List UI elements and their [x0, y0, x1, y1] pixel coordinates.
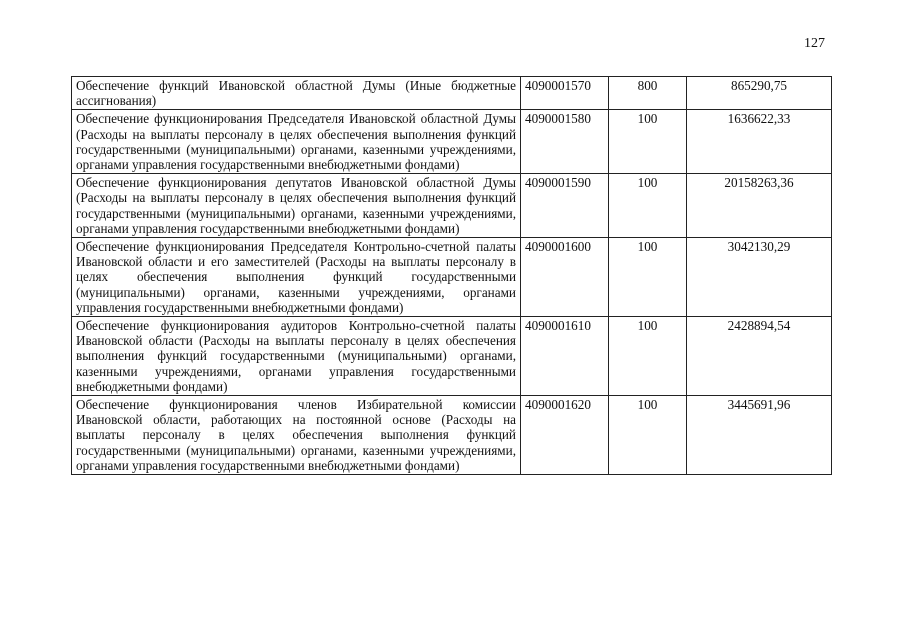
row-expense-kind: 100: [609, 110, 687, 174]
row-description: Обеспечение функционирования Председателя Ивановской областной Думы (Расходы на выплаты персоналу в целях обеспечения выполнения функций государственными (муниципальными) органами, казенными учреждениями, органами управления государственными внебюджетными фондами): [72, 110, 521, 174]
row-description: Обеспечение функционирования Председателя Контрольно-счетной палаты Ивановской области и его заместителей (Расходы на выплаты персоналу в целях обеспечения выполнения функций государственными (муниципальными) органами, казенными учреждениями, органами управления государственными внебюджетными фондами): [72, 238, 521, 317]
row-description: Обеспечение функционирования членов Избирательной комиссии Ивановской области, работающих на постоянной основе (Расходы на выплаты персоналу в целях обеспечения выполнения функций государственными (муниципальными) органами, казенными учреждениями, органами управления государственными внебюджетными фондами): [72, 396, 521, 475]
row-amount: 3445691,96: [687, 396, 832, 475]
row-target-code: 4090001610: [521, 317, 609, 396]
row-description: Обеспечение функционирования аудиторов Контрольно-счетной палаты Ивановской области (Расходы на выплаты персоналу в целях обеспечения выполнения функций государственными (муниципальными) органами, казенными учреждениями, органами управления государственными внебюджетными фондами): [72, 317, 521, 396]
row-amount: 20158263,36: [687, 174, 832, 238]
table-row: [72, 110, 832, 174]
row-expense-kind: 100: [609, 174, 687, 238]
row-amount: 1636622,33: [687, 110, 832, 174]
row-expense-kind: 100: [609, 396, 687, 475]
table-row: [72, 77, 832, 110]
row-target-code: 4090001580: [521, 110, 609, 174]
table-row: [72, 396, 832, 475]
row-expense-kind: 100: [609, 317, 687, 396]
row-target-code: 4090001600: [521, 238, 609, 317]
table-row: [72, 174, 832, 238]
row-amount: 2428894,54: [687, 317, 832, 396]
budget-table: [71, 76, 832, 475]
page-number: 127: [804, 36, 825, 51]
row-description: Обеспечение функционирования депутатов Ивановской областной Думы (Расходы на выплаты персоналу в целях обеспечения выполнения функций государственными (муниципальными) органами, казенными учреждениями, органами управления государственными внебюджетными фондами): [72, 174, 521, 238]
table-row: [72, 238, 832, 317]
row-target-code: 4090001570: [521, 77, 609, 110]
row-expense-kind: 100: [609, 238, 687, 317]
row-description: Обеспечение функций Ивановской областной Думы (Иные бюджетные ассигнования): [72, 77, 521, 110]
row-expense-kind: 800: [609, 77, 687, 110]
table-row: [72, 317, 832, 396]
row-amount: 865290,75: [687, 77, 832, 110]
row-amount: 3042130,29: [687, 238, 832, 317]
row-target-code: 4090001620: [521, 396, 609, 475]
row-target-code: 4090001590: [521, 174, 609, 238]
